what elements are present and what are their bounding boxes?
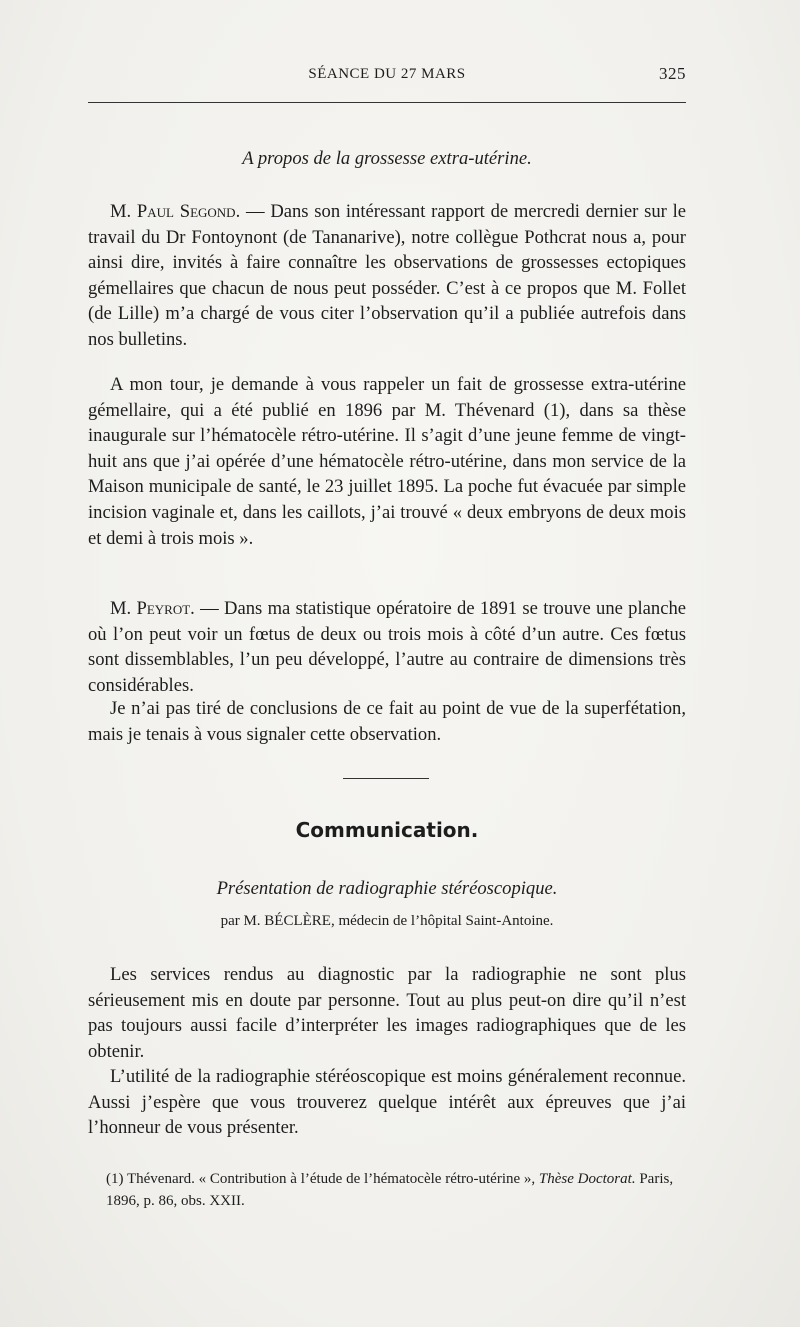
paragraph-peyrot [88, 596, 686, 698]
paragraph-segond-2: A mon tour, je demande à vous rappeler un fait de grossesse extra-utérine gémellaire, qui a été publié en 1896 par M. Thévenard (1), dans sa thèse inaugurale sur l’hématocèle rétro-utérine. Il s’agit d’une jeune femme de vingt-huit ans que j’ai opérée d’une hématocèle rétro-utérine, dans mon service de la Maison municipale de santé, le 23 juillet 1895. La poche fut évacuée par simple incision vaginale et, dans les caillots, j’ai trouvé « deux embryons de deux mois et demi à trois mois ». [88, 374, 686, 549]
section-heading: A propos de la grossesse extra-utérine. [242, 148, 532, 169]
paragraph-segond [88, 199, 686, 353]
footnote-italic: Thèse Doctorat. [538, 1171, 636, 1187]
page-number: 325 [659, 64, 686, 83]
running-header [88, 64, 686, 90]
running-title: SÉANCE DU 27 MARS [308, 66, 466, 82]
paragraph-text: — Dans ma statistique opératoire de 1891 se trouve une planche où l’on peut voir un fœtus de deux ou trois mois à côté d’un autre. Ces fœtus sont dissemblables, l’un peu développé, l’autre au contraire de dimensions très considérables. [88, 598, 686, 696]
footnote-text-end: Paris, 1896, p. 86, obs. XXII. [106, 1171, 674, 1209]
paragraph-peyrot-2: Je n’ai pas tiré de conclusions de ce fait au point de vue de la superfétation, mais je tenais à vous signaler cette observation. [88, 698, 686, 745]
footnote-text: Thévenard. « Contribution à l’étude de l’hématocèle rétro-utérine », [123, 1171, 539, 1187]
paragraph-beclere-2: L’utilité de la radiographie stéréoscopique est moins généralement reconnue. Aussi j’espère que vous trouverez quelque intérêt aux épreuves que j’ai l’honneur de vous présenter. [88, 1066, 686, 1139]
speaker-name: M. Peyrot. [110, 598, 195, 619]
paragraph-beclere-1: Les services rendus au diagnostic par la radiographie ne sont plus sérieusement mis en doute par personne. Tout au plus peut-on dire qu’il n’est pas toujours aussi facile d’interpréter les images radiographiques que de les obtenir. [88, 964, 686, 1062]
footnote-marker: (1) [106, 1171, 124, 1187]
author-byline: par M. BÉCLÈRE, médecin de l’hôpital Saint-Antoine. [220, 913, 554, 929]
footnote [106, 1168, 686, 1212]
speaker-name: M. Paul Segond. [110, 201, 241, 222]
header-rule [88, 102, 686, 103]
section-divider [343, 778, 429, 779]
communication-subtitle: Présentation de radiographie stéréoscopique. [216, 878, 558, 899]
paragraph-text: — Dans son intéressant rapport de mercredi dernier sur le travail du Dr Fontoynont (de Tananarive), notre collègue Pothcrat nous a, pour ainsi dire, invités à faire connaître les observations de grossesses ectopiques gémellaires que chacun de nous peut posséder. C’est à ce propos que M. Follet (de Lille) m’a chargé de vous citer l’observation qu’il a publiée autrefois dans nos bulletins. [88, 201, 686, 350]
section-title: Communication. [295, 818, 479, 842]
